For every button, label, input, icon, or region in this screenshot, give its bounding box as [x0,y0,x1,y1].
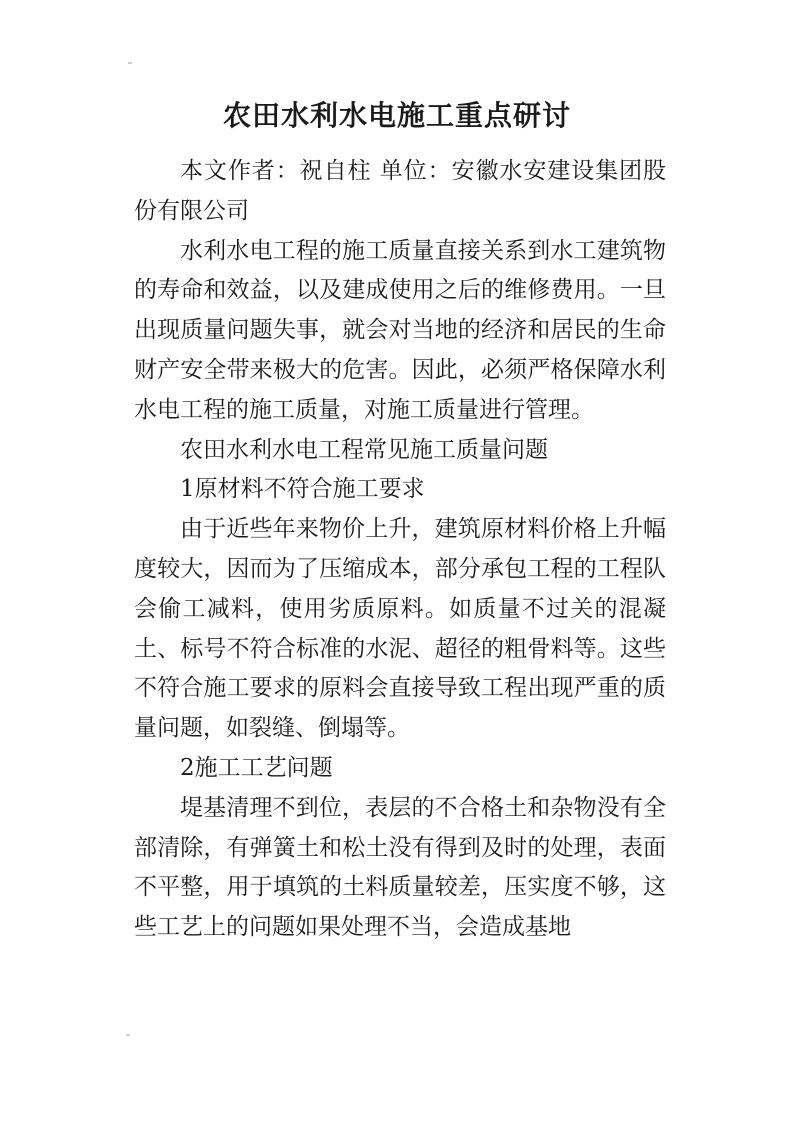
scan-speck [126,1034,130,1036]
materials-paragraph: 由于近些年来物价上升，建筑原材料价格上升幅度较大，因而为了压缩成本，部分承包工程的工程队会偷工减料，使用劣质原料。如质量不过关的混凝土、标号不符合标准的水泥、超径的粗骨料等。这些不符合施工要求的原料会直接导致工程出现严重的质量问题，如裂缝、倒塌等。 [134,516,666,742]
author-line: 本文作者：祝自柱 单位：安徽水安建设集团股份有限公司 [134,158,666,224]
document-title: 农田水利水电施工重点研讨 [222,99,571,132]
subheading-process: 2施工工艺问题 [180,754,333,781]
scan-speck [128,62,132,64]
section-heading: 农田水利水电工程常见施工质量问题 [180,436,548,463]
intro-paragraph: 水利水电工程的施工质量直接关系到水工建筑物的寿命和效益，以及建成使用之后的维修费用。一旦出现质量问题失事，就会对当地的经济和居民的生命财产安全带来极大的危害。因此，必须严格保障水利水电工程的施工质量，对施工质量进行管理。 [134,237,666,423]
process-paragraph: 堤基清理不到位，表层的不合格土和杂物没有全部清除，有弹簧土和松土没有得到及时的处理，表面不平整，用于填筑的土料质量较差，压实度不够，这些工艺上的问题如果处理不当，会造成基地 [134,794,666,941]
subheading-materials: 1原材料不符合施工要求 [180,476,425,503]
document-body [134,152,666,948]
